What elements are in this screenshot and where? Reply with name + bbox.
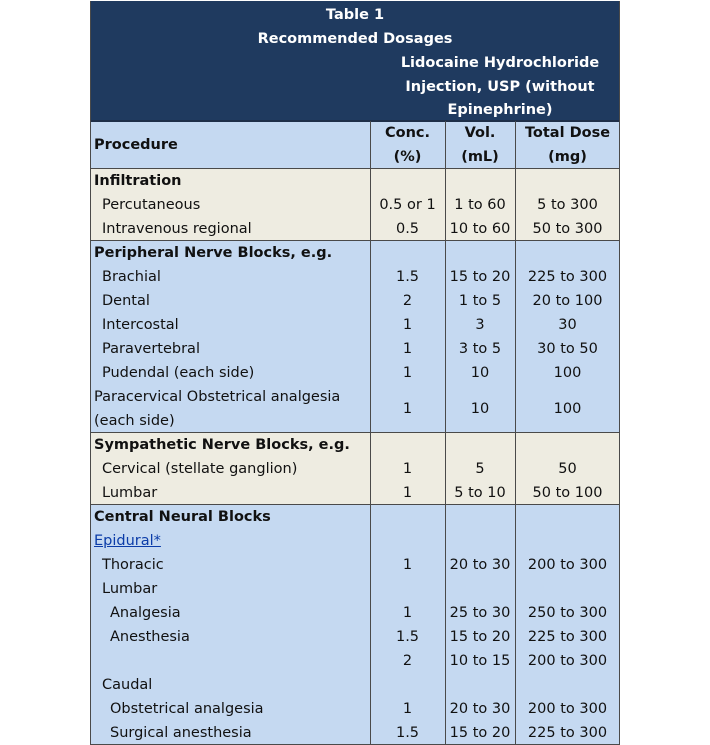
subgroup-label-caudal: Caudal (102, 677, 153, 693)
table-row-conc: 1 (402, 605, 413, 621)
table-subtitle: Recommended Dosages (257, 31, 453, 47)
table-row-dose: 100 (553, 365, 582, 381)
header-divider (90, 120, 620, 122)
table-title: Table 1 (325, 7, 385, 23)
table-row-conc: 0.5 (395, 221, 420, 237)
section-sympathetic-nerve-blocks (90, 433, 620, 505)
column-divider (370, 121, 371, 745)
table-row-vol: 1 to 60 (454, 197, 506, 213)
table-row-dose: 200 to 300 (527, 557, 608, 573)
column-header-procedure: Procedure (94, 137, 178, 153)
column-divider (619, 1, 620, 745)
row-divider (90, 240, 620, 241)
section-infiltration (90, 169, 620, 241)
table-row-dose: 30 (558, 317, 577, 333)
table-row-dose: 225 to 300 (527, 725, 608, 741)
row-divider (90, 504, 620, 505)
table-row-procedure: Intravenous regional (102, 221, 252, 237)
column-header-vol-unit: (mL) (461, 149, 499, 165)
table-row-procedure: Surgical anesthesia (110, 725, 252, 741)
table-row-conc: 1.5 (395, 629, 420, 645)
table-row-dose: 200 to 300 (527, 653, 608, 669)
table-row-vol: 25 to 30 (449, 605, 511, 621)
row-divider (90, 168, 620, 169)
table-row-procedure: Analgesia (110, 605, 181, 621)
table-row-procedure: Percutaneous (102, 197, 201, 213)
table-row-conc: 1 (402, 557, 413, 573)
table-row-conc: 2 (402, 293, 413, 309)
table-row-dose: 5 to 300 (537, 197, 598, 213)
section-central-neural-blocks (90, 505, 620, 745)
table-row-dose: 30 to 50 (537, 341, 598, 357)
column-header-conc: Conc. (384, 125, 431, 141)
table-row-procedure: Paravertebral (102, 341, 200, 357)
column-header-row (90, 121, 620, 169)
table-row-procedure: Brachial (102, 269, 161, 285)
table-row-vol: 5 (475, 461, 485, 477)
table-row-procedure: Lumbar (102, 485, 158, 501)
table-row-vol: 15 to 20 (449, 725, 511, 741)
table-header (90, 1, 620, 121)
section-heading: Infiltration (94, 173, 182, 189)
table-row-conc: 1 (402, 485, 413, 501)
table-row-vol: 20 to 30 (449, 701, 511, 717)
table-row-dose: 100 (553, 401, 582, 417)
table-row-dose: 250 to 300 (527, 605, 608, 621)
dosage-table (90, 1, 620, 745)
table-row-vol: 10 (470, 365, 490, 381)
table-row-vol: 10 (470, 401, 490, 417)
table-row-vol: 3 to 5 (458, 341, 502, 357)
subgroup-label-lumbar: Lumbar (102, 581, 158, 597)
table-row-procedure: Dental (102, 293, 150, 309)
table-row-vol: 10 to 60 (449, 221, 511, 237)
column-divider (90, 1, 91, 745)
table-row-vol: 20 to 30 (449, 557, 511, 573)
section-peripheral-nerve-blocks (90, 241, 620, 433)
drug-name-line1: Lidocaine Hydrochloride (400, 55, 600, 71)
table-row-dose: 20 to 100 (532, 293, 603, 309)
table-row-conc: 1.5 (395, 725, 420, 741)
table-row-procedure: Anesthesia (110, 629, 190, 645)
table-row-procedure-continued: (each side) (94, 413, 175, 429)
column-divider (445, 121, 446, 745)
table-row-dose: 200 to 300 (527, 701, 608, 717)
table-row-dose: 50 to 300 (532, 221, 603, 237)
column-header-dose: Total Dose (524, 125, 611, 141)
table-row-conc: 2 (402, 653, 413, 669)
table-row-procedure: Thoracic (102, 557, 164, 573)
table-row-vol: 1 to 5 (458, 293, 502, 309)
table-row-vol: 10 to 15 (449, 653, 511, 669)
table-row-procedure: Cervical (stellate ganglion) (102, 461, 298, 477)
section-heading: Sympathetic Nerve Blocks, e.g. (94, 437, 350, 453)
column-header-conc-unit: (%) (393, 149, 422, 165)
table-row-conc: 1 (402, 401, 413, 417)
row-divider (90, 432, 620, 433)
table-row-conc: 1.5 (395, 269, 420, 285)
table-row-vol: 3 (475, 317, 485, 333)
table-row-dose: 225 to 300 (527, 629, 608, 645)
table-row-conc: 1 (402, 317, 413, 333)
table-row-conc: 1 (402, 701, 413, 717)
table-row-procedure: Paracervical Obstetrical analgesia (94, 389, 341, 405)
table-row-vol: 5 to 10 (454, 485, 506, 501)
table-row-procedure: Obstetrical analgesia (110, 701, 264, 717)
drug-name-line2: Injection, USP (without (405, 79, 595, 95)
column-divider (515, 121, 516, 745)
epidural-link[interactable]: Epidural* (94, 533, 161, 549)
section-heading: Peripheral Nerve Blocks, e.g. (94, 245, 333, 261)
table-row-conc: 1 (402, 461, 413, 477)
table-row-procedure: Pudendal (each side) (102, 365, 255, 381)
table-row-dose: 50 to 100 (532, 485, 603, 501)
table-row-procedure: Intercostal (102, 317, 179, 333)
column-header-vol: Vol. (464, 125, 496, 141)
table-row-vol: 15 to 20 (449, 269, 511, 285)
table-row-conc: 0.5 or 1 (379, 197, 436, 213)
table-row-conc: 1 (402, 341, 413, 357)
table-row-conc: 1 (402, 365, 413, 381)
column-header-dose-unit: (mg) (548, 149, 587, 165)
table-row-vol: 15 to 20 (449, 629, 511, 645)
drug-name-line3: Epinephrine) (447, 102, 553, 118)
section-heading: Central Neural Blocks (94, 509, 271, 525)
table-row-dose: 50 (558, 461, 577, 477)
table-row-dose: 225 to 300 (527, 269, 608, 285)
